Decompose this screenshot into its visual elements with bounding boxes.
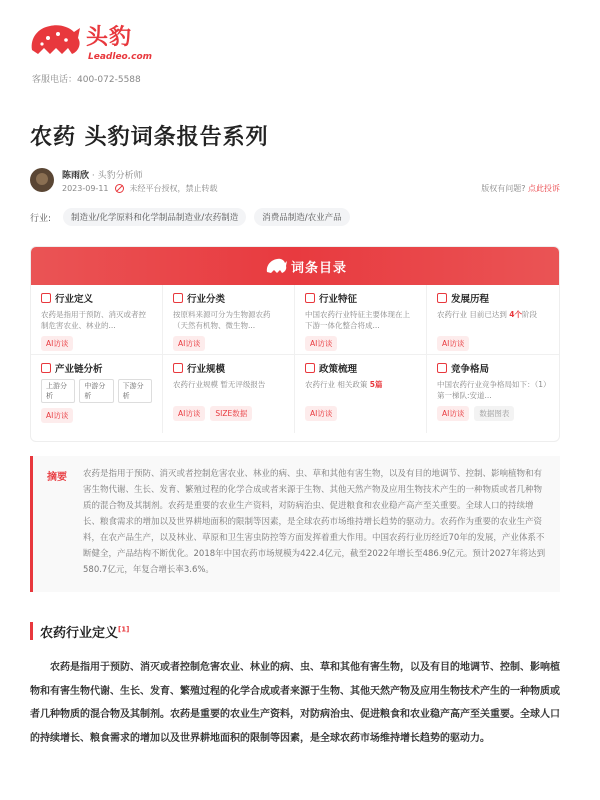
author-role: · 头豹分析师 [91,171,143,181]
item-title: 竞争格局 [451,364,490,375]
item-desc: 中国农药行业特征主要体现在上下游一体化整合将成... [305,310,410,330]
section-title: 农药行业定义 [40,626,119,641]
directory-item-competition[interactable] [427,355,559,433]
copyright-question: 版权有问题? [481,184,526,193]
org-chart-icon [173,293,183,303]
directory-item-features[interactable] [295,285,427,355]
item-title: 行业规模 [187,364,226,375]
item-desc: 农药是指用于预防、消灭或者控制危害农业、林业的... [41,310,146,330]
stage-count: 4个 [509,310,522,319]
section-marker [30,622,33,640]
section-body: 农药是指用于预防、消灭或者控制危害农业、林业的病、虫、草和其他有害生物，以及有目的地调节、控制、影响植物和有害生物代谢、生长、发育、繁殖过程的化学合成或者来源于生物、其他天然产物及应用生物技术产生的一种物质或者几种物质的混合物及其制剂。农药是重要的农业生产资料，对防病治虫、促进粮食和农业稳产高产至关重要。全球人口的持续增长、粮食需求的增加以及世界耕地面积的限制等因素，是全球农药市场维持增长趋势的驱动力。 [30,662,560,744]
item-title: 发展历程 [451,294,490,305]
industry-tag[interactable]: 消费品制造/农业产品 [254,208,349,226]
copyright-notice [481,183,560,194]
item-desc [437,309,549,331]
pie-icon [437,363,447,373]
author-name[interactable]: 陈雨欣 [62,171,90,181]
upstream-chip[interactable]: 上游分析 [41,379,75,403]
abstract-box [30,456,560,592]
item-title: 政策梳理 [319,364,358,375]
prohibited-icon [115,184,124,193]
directory-title: 词条目录 [291,261,348,276]
industry-tag[interactable]: 制造业/化学原料和化学制品制造业/农药制造 [63,208,246,226]
brand-logo[interactable] [28,14,158,70]
data-chart-chip[interactable]: 数据图表 [474,406,514,421]
avatar[interactable] [30,168,54,192]
ai-interview-chip[interactable]: AI访谈 [305,336,337,351]
directory-item-market-size[interactable] [163,355,295,433]
directory-item-policy[interactable] [295,355,427,433]
desc-text: 农药行业 相关政策 [305,380,370,389]
directory-item-classification[interactable] [163,285,295,355]
item-desc: 按原料来源可分为生物源农药（天然有机物、微生物... [173,310,271,330]
ai-interview-chip[interactable]: AI访谈 [173,336,205,351]
directory-header [31,247,559,285]
ai-interview-chip[interactable]: AI访谈 [41,336,73,351]
item-title: 产业链分析 [55,364,103,375]
entry-directory [30,246,560,442]
ai-interview-chip[interactable]: AI访谈 [437,406,469,421]
brand-domain: Leadleo.com [88,52,153,62]
grid-icon [305,293,315,303]
publish-date: 2023-09-11 [62,184,109,193]
directory-item-definition[interactable] [31,285,163,355]
desc-text: 农药行业 目前已达到 [437,310,510,319]
service-hotline: 客服电话：400-072-5588 [32,75,141,85]
policy-icon [305,363,315,373]
ai-interview-chip[interactable]: AI访谈 [173,406,205,421]
ai-interview-chip[interactable]: AI访谈 [305,406,337,421]
directory-item-industry-chain[interactable] [31,355,163,433]
item-desc [305,379,416,401]
directory-item-history[interactable] [427,285,559,355]
author-line [62,168,143,181]
license-note: 未经平台授权，禁止转载 [129,184,218,193]
abstract-text: 农药是指用于预防、消灭或者控制危害农业、林业的病、虫、草和其他有害生物，以及有目的地调节、控制、影响植物和有害生物代谢、生长、发育、繁殖过程的化学合成或者来源于生物、其他天然产物及应用生物技术产生的一种物质或者几种物质的混合物及其制剂。农药是重要的农业生产资料，对防病治虫、促进粮食和农业稳产高产至关重要。全球人口的持续增长、粮食需求的增加以及世界耕地面积的限制等因素，是全球农药市场维持增长趋势的驱动力。农药作为重要的农业生产资料，在农产品生产，以及林业、草原和卫生害虫防控等方面发挥着重大作用。中国农药行业历经近70年的发展，产业体系不断健全，产品结构不断优化。2018年中国农药市场规模为422.4亿元，截至2022年增长至486.9亿元。预计2027年将达到580.7亿元，年复合增长率3.6%。 [83,469,546,575]
industry-label: 行业: [30,213,52,224]
desc-text: 阶段 [522,310,537,319]
publish-info [62,183,218,194]
reference-link[interactable]: [1] [118,625,130,634]
ai-interview-chip[interactable]: AI访谈 [41,408,73,423]
abstract-label: 摘要 [47,472,67,483]
policy-count: 5篇 [369,380,383,389]
complaint-link[interactable]: 点此投诉 [528,184,560,193]
magnifier-icon [41,293,51,303]
size-data-chip[interactable]: SIZE数据 [210,406,252,421]
leopard-icon [265,256,287,276]
item-title: 行业特征 [319,294,358,305]
chain-icon [41,363,51,373]
industry-tags [30,208,350,226]
item-desc: 农药行业规模 暂无评级报告 [173,380,266,389]
item-title: 行业定义 [55,294,94,305]
leopard-logo-icon [28,20,82,60]
midstream-chip[interactable]: 中游分析 [79,379,113,403]
page-title: 农药 头豹词条报告系列 [30,125,269,150]
item-desc: 中国农药行业竞争格局如下：（1）第一梯队:安道... [437,380,547,400]
section-heading [40,622,129,641]
bar-chart-icon [173,363,183,373]
ai-interview-chip[interactable]: AI访谈 [437,336,469,351]
item-title: 行业分类 [187,294,226,305]
brand-name: 头豹 [86,25,133,50]
timeline-icon [437,293,447,303]
downstream-chip[interactable]: 下游分析 [118,379,152,403]
